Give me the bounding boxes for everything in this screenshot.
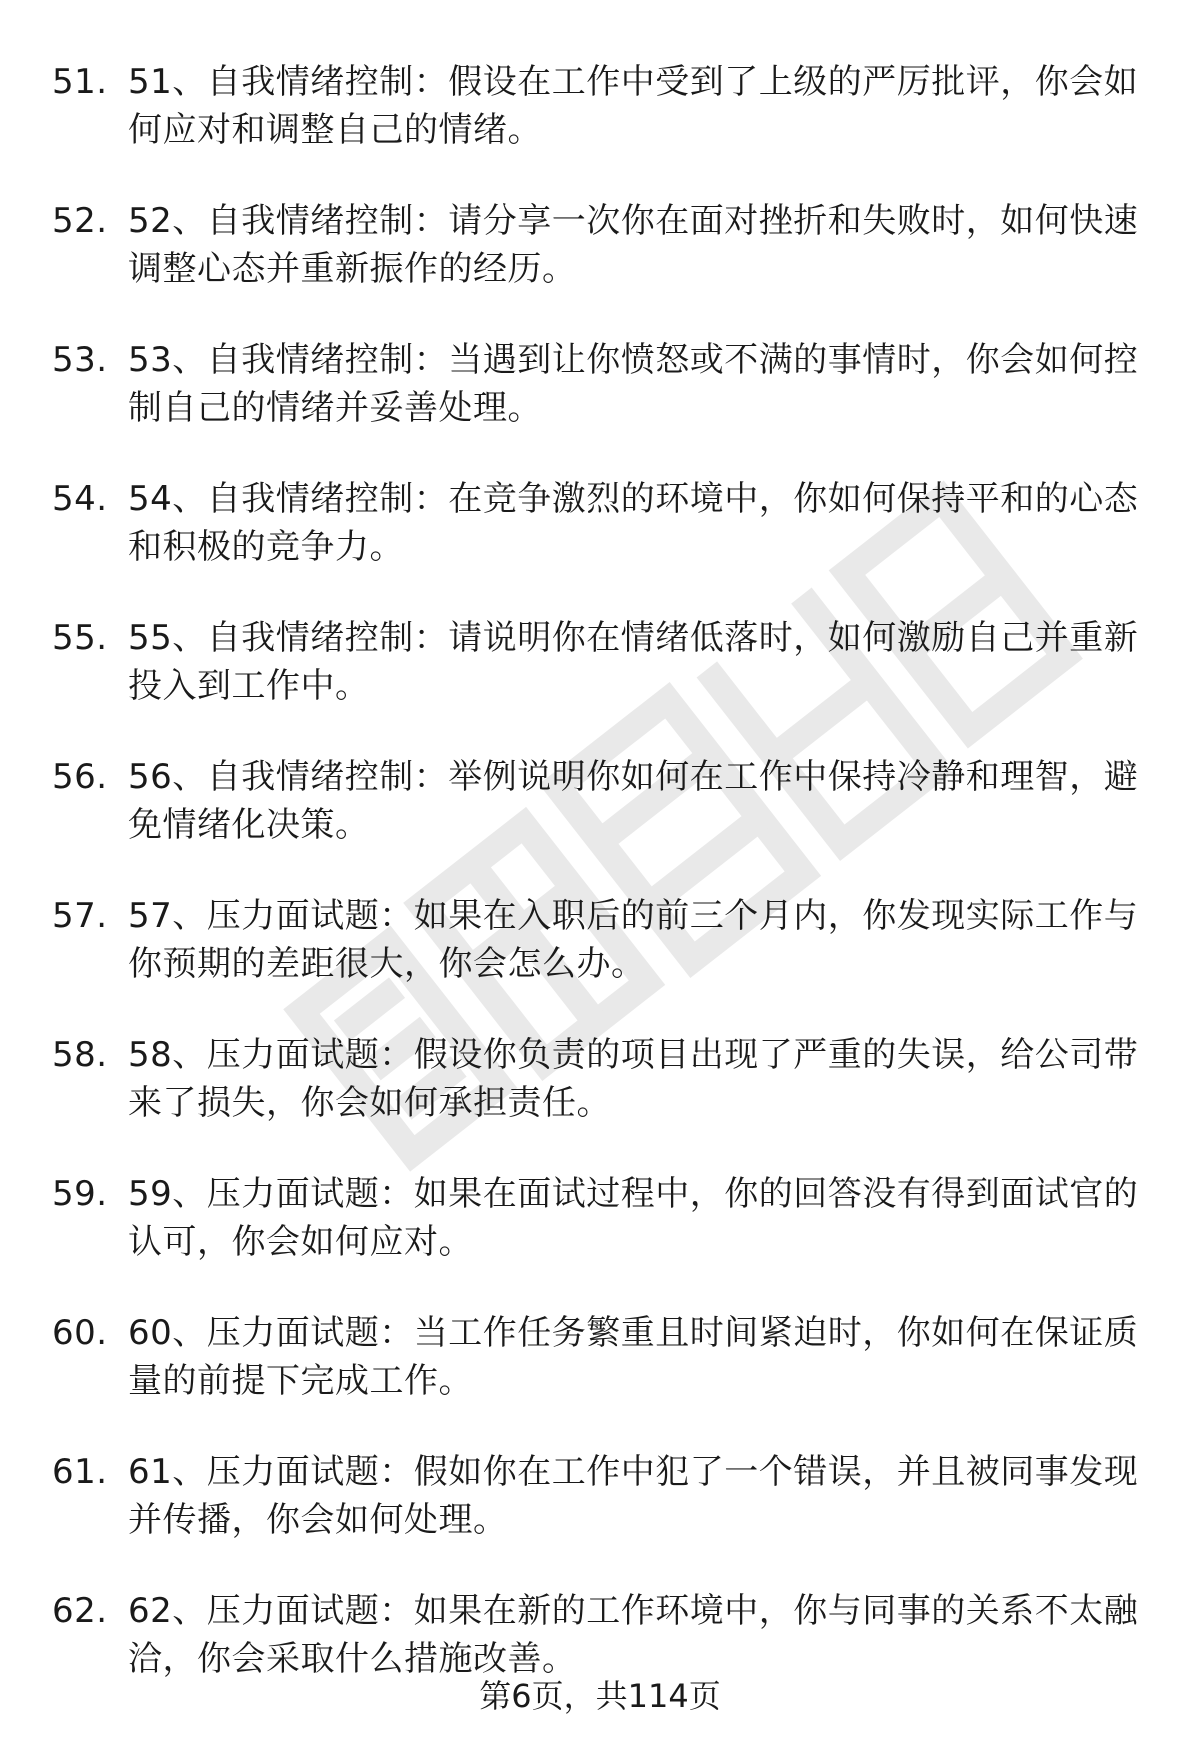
list-item-text: 57、压力面试题：如果在入职后的前三个月内，你发现实际工作与你预期的差距很大，你会怎么办。 [128, 896, 1139, 984]
list-item-number: 62. [52, 1591, 108, 1631]
list-item-text: 60、压力面试题：当工作任务繁重且时间紧迫时，你如何在保证质量的前提下完成工作。 [128, 1313, 1139, 1401]
list-item-number: 61. [52, 1452, 108, 1492]
list-item-number: 58. [52, 1035, 108, 1075]
list-item-number: 51. [52, 62, 108, 102]
list-item [52, 753, 1152, 849]
question-list [52, 58, 1152, 1726]
page-number-footer: 第6页，共114页 [479, 1677, 721, 1715]
list-item-text: 51、自我情绪控制：假设在工作中受到了上级的严厉批评，你会如何应对和调整自己的情绪。 [128, 62, 1139, 150]
list-item-number: 60. [52, 1313, 108, 1353]
list-item [52, 197, 1152, 293]
list-item [52, 614, 1152, 710]
list-item [52, 1031, 1152, 1127]
list-item-text: 52、自我情绪控制：请分享一次你在面对挫折和失败时，如何快速调整心态并重新振作的经历。 [128, 201, 1139, 289]
list-item [52, 475, 1152, 571]
list-item-text: 58、压力面试题：假设你负责的项目出现了严重的失误，给公司带来了损失，你会如何承担责任。 [128, 1035, 1139, 1123]
list-item-text: 62、压力面试题：如果在新的工作环境中，你与同事的关系不太融洽，你会采取什么措施改善。 [128, 1591, 1139, 1679]
list-item-text: 53、自我情绪控制：当遇到让你愤怒或不满的事情时，你会如何控制自己的情绪并妥善处理。 [128, 340, 1139, 428]
list-item-number: 55. [52, 618, 108, 658]
list-item-number: 56. [52, 757, 108, 797]
list-item-number: 52. [52, 201, 108, 241]
list-item-number: 59. [52, 1174, 108, 1214]
list-item-number: 54. [52, 479, 108, 519]
list-item-text: 54、自我情绪控制：在竞争激烈的环境中，你如何保持平和的心态和积极的竞争力。 [128, 479, 1139, 567]
list-item-text: 56、自我情绪控制：举例说明你如何在工作中保持冷静和理智，避免情绪化决策。 [128, 757, 1139, 845]
list-item-text: 59、压力面试题：如果在面试过程中，你的回答没有得到面试官的认可，你会如何应对。 [128, 1174, 1139, 1262]
list-item [52, 1448, 1152, 1544]
list-item [52, 1170, 1152, 1266]
list-item [52, 336, 1152, 432]
list-item [52, 892, 1152, 988]
list-item [52, 1309, 1152, 1405]
list-item-number: 57. [52, 896, 108, 936]
list-item-text: 55、自我情绪控制：请说明你在情绪低落时，如何激励自己并重新投入到工作中。 [128, 618, 1139, 706]
list-item [52, 1587, 1152, 1683]
list-item [52, 58, 1152, 154]
list-item-text: 61、压力面试题：假如你在工作中犯了一个错误，并且被同事发现并传播，你会如何处理。 [128, 1452, 1139, 1540]
list-item-number: 53. [52, 340, 108, 380]
